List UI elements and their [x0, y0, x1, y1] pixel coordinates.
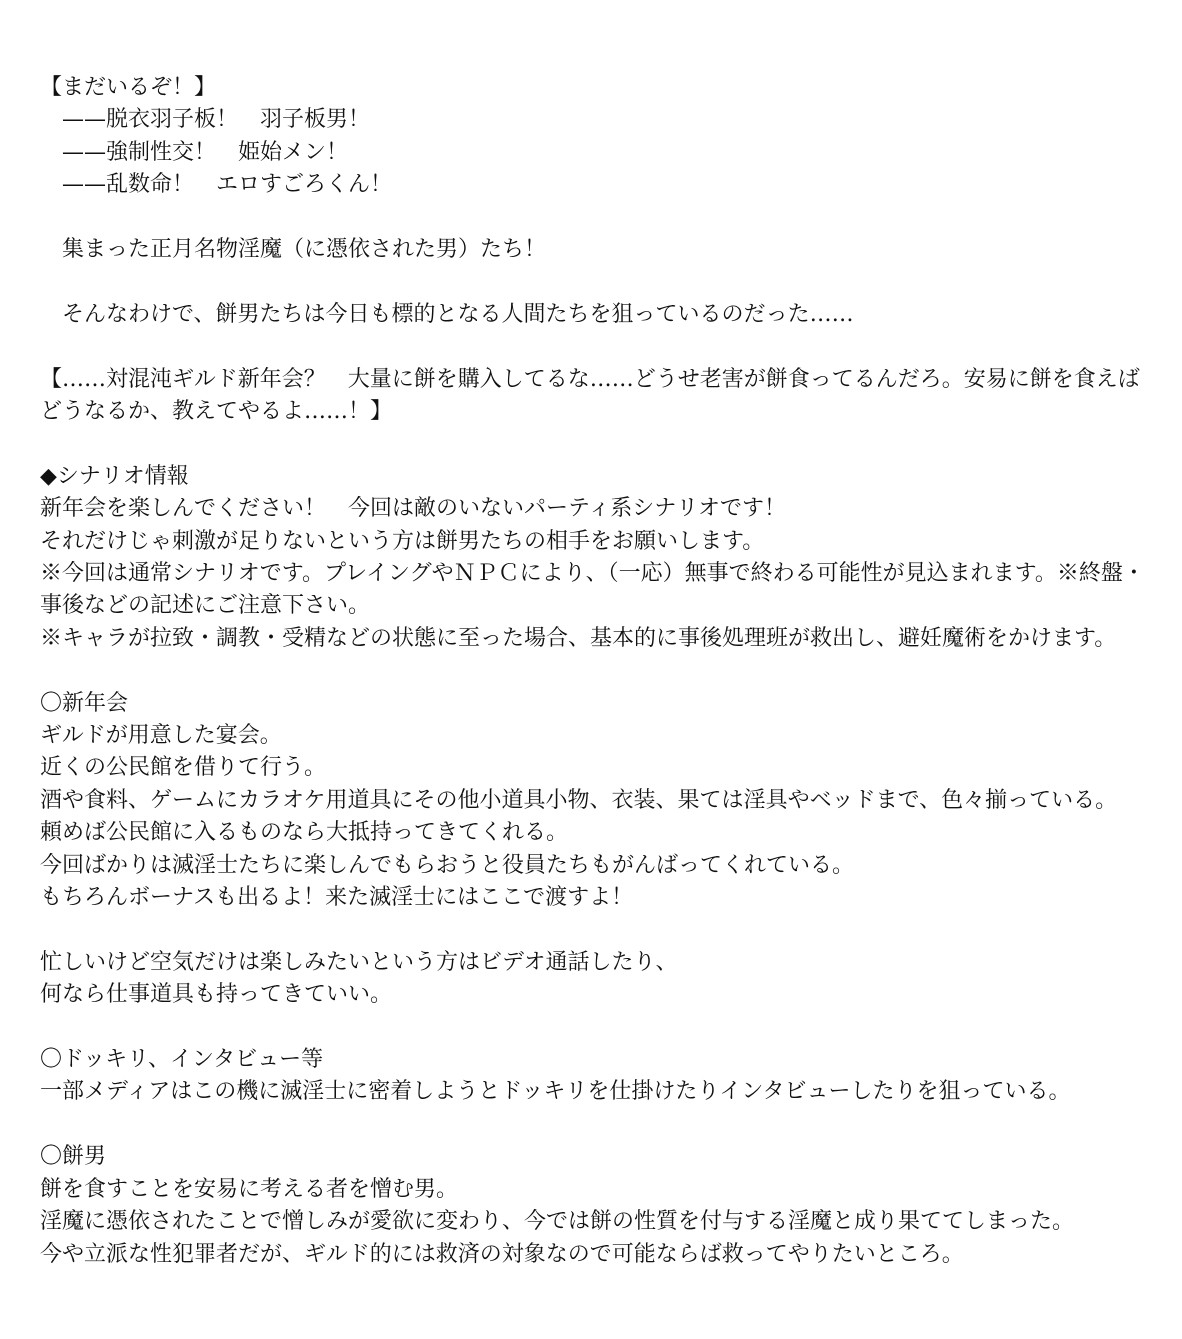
party-line: 酒や食料、ゲームにカラオケ用道具にその他小道具小物、衣装、果ては淫具やベッドまで、色々揃っている。: [40, 787, 1118, 813]
party-line: もちろんボーナスも出るよ！来た滅淫士にはここで渡すよ！: [40, 885, 634, 911]
prank-line: 一部メディアはこの機に滅淫士に密着しようとドッキリを仕掛けたりインタビューしたりを狙っている。: [40, 1079, 1071, 1105]
mochi-man-line: 淫魔に憑依されたことで憎しみが愛欲に変わり、今では餅の性質を付与する淫魔と成り果ててしまった。: [40, 1209, 1075, 1235]
mochi-man-line: 今や立派な性犯罪者だが、ギルド的には救済の対象なので可能ならば救ってやりたいところ。: [40, 1241, 964, 1267]
mochi-man-heading: 〇餅男: [40, 1144, 107, 1170]
party-heading: 〇新年会: [40, 690, 129, 716]
monster-line: ——強制性交！ 姫始メン！: [40, 139, 349, 165]
spacer: [40, 655, 1150, 687]
party-line: ギルドが用意した宴会。: [40, 723, 282, 749]
spacer: [40, 914, 1150, 946]
spacer: [40, 1012, 1150, 1044]
villain-quote: 【……対混沌ギルド新年会？ 大量に餅を購入してるな……どうせ老害が餅食ってるんだろ。安易に餅を食えばどうなるか、教えてやるよ……！】: [40, 366, 1140, 425]
scenario-line: それだけじゃ刺激が足りないという方は餅男たちの相手をお願いします。: [40, 528, 765, 554]
intro-narration: そんなわけで、餅男たちは今日も標的となる人間たちを狙っているのだった……: [40, 301, 854, 327]
monster-line: ——脱衣羽子板！ 羽子板男！: [40, 107, 371, 133]
document-body: [40, 72, 1150, 1271]
scenario-line: 新年会を楽しんでください！ 今回は敵のいないパーティ系シナリオです！: [40, 496, 787, 522]
mochi-man-line: 餅を食すことを安易に考える者を憎む男。: [40, 1176, 459, 1202]
spacer: [40, 266, 1150, 298]
spacer: [40, 331, 1150, 363]
intro-gathered: 集まった正月名物淫魔（に憑依された男）たち！: [40, 237, 547, 263]
scenario-note: ※キャラが拉致・調教・受精などの状態に至った場合、基本的に事後処理班が救出し、避妊魔術をかけます。: [40, 625, 1117, 651]
party-line: 今回ばかりは滅淫士たちに楽しんでもらおうと役員たちもがんばってくれている。: [40, 852, 855, 878]
spacer: [40, 202, 1150, 234]
prank-heading: 〇ドッキリ、インタビュー等: [40, 1047, 324, 1073]
scenario-note: ※今回は通常シナリオです。プレイングやＮＰＣにより、（一応）無事で終わる可能性が見込まれます。※終盤・事後などの記述にご注意下さい。: [40, 561, 1145, 619]
intro-header: 【まだいるぞ！】: [40, 75, 217, 100]
party-remote-line: 何なら仕事道具も持ってきていい。: [40, 982, 393, 1008]
spacer: [40, 428, 1150, 460]
spacer: [40, 1109, 1150, 1141]
party-line: 近くの公民館を借りて行う。: [40, 755, 327, 781]
scenario-heading: ◆シナリオ情報: [40, 463, 189, 489]
party-remote-line: 忙しいけど空気だけは楽しみたいという方はビデオ通話したり、: [40, 949, 678, 975]
party-line: 頼めば公民館に入るものなら大抵持ってきてくれる。: [40, 820, 569, 846]
monster-line: ——乱数命！ エロすごろくん！: [40, 172, 393, 198]
